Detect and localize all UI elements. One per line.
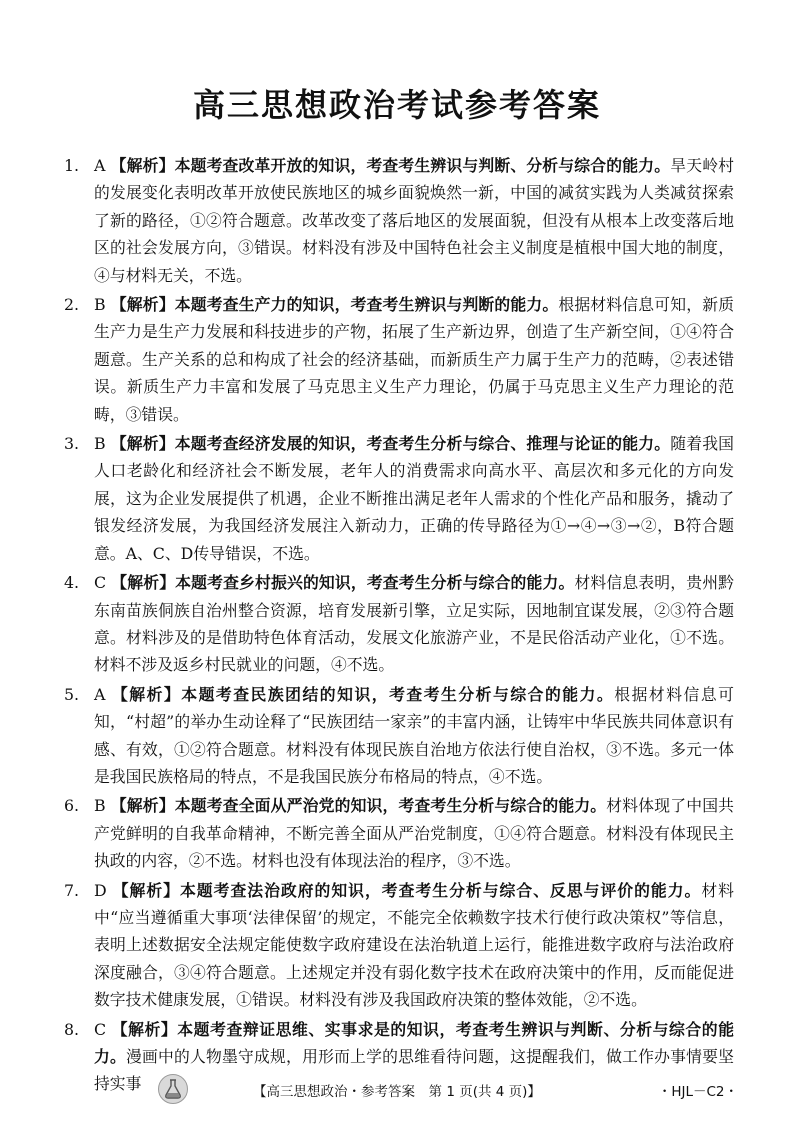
item-number: 4. <box>64 573 80 593</box>
item-answer: C <box>94 1019 107 1039</box>
page-title: 高三思想政治考试参考答案 <box>192 86 601 124</box>
item-number: 3. <box>64 434 80 454</box>
item-analysis-head: 【解析】本题考查全面从严治党的知识，考查考生分析与综合的能力。 <box>110 796 607 816</box>
answer-item-5 <box>64 681 734 791</box>
answer-item-1 <box>64 152 734 289</box>
item-analysis-body: 根据材料信息可知，新质生产力是生产力发展和科技进步的产物，拓展了生产新边界，创造了生产新空间，①④符合题意。生产关系的总和构成了社会的经济基础，而新质生产力属于生产力的范畴，②表述错误。新质生产力丰富和发展了马克思主义生产力理论，仍属于马克思主义生产力理论的范畴，③错误。 <box>94 295 734 424</box>
item-number: 1. <box>64 156 80 175</box>
item-number: 5. <box>64 684 80 704</box>
item-analysis-body: 根据材料信息可知，“村超”的举办生动诠释了“民族团结一家亲”的丰富内涵，让铸牢中华民族共同体意识有感、有效，①②符合题意。材料没有体现民族自治地方依法行使自治权，③不选。多元一体是我国民族格局的特点，不是我国民族分布格局的特点，④不选。 <box>94 684 734 786</box>
answer-item-3 <box>64 430 734 567</box>
footer-code: ・HJL－C2・ <box>657 1084 738 1100</box>
item-analysis-body: 材料中“应当遵循重大事项‘法律保留’的规定，不能完全依赖数字技术行使行政决策权”等信息，表明上述数据安全法规定能使数字政府建设在法治轨道上运行，能推进数字政府与法治政府深度融合，③④符合题意。上述规定并没有弱化数字技术在政府决策中的作用，反而能促进数字技术健康发展，①错误。材料没有涉及我国政府决策的整体效能，②不选。 <box>94 880 734 1010</box>
item-analysis-head: 【解析】本题考查经济发展的知识，考查考生分析与综合、推理与论证的能力。 <box>110 434 671 454</box>
answer-item-4 <box>64 569 734 679</box>
item-answer: B <box>94 295 106 315</box>
item-analysis-head: 【解析】本题考查改革开放的知识，考查考生辨识与判断、分析与综合的能力。 <box>110 156 671 175</box>
item-answer: C <box>94 573 107 593</box>
item-number: 8. <box>64 1019 80 1039</box>
item-analysis-head: 【解析】本题考查法治政府的知识，考查考生分析与综合、反思与评价的能力。 <box>112 880 702 900</box>
item-analysis-head: 【解析】本题考查生产力的知识，考查考生辨识与判断的能力。 <box>110 295 559 315</box>
item-analysis-body: 漫画中的人物墨守成规，用形而上学的思维看待问题，这提醒我们，做工作办事情要坚持实事 <box>94 1047 734 1094</box>
item-answer: B <box>94 796 106 816</box>
item-analysis-head: 【解析】本题考查辩证思维、实事求是的知识，考查考生辨识与判断、分析与综合的能力。 <box>94 1019 734 1066</box>
item-answer: D <box>94 880 107 900</box>
item-analysis-body: 材料信息表明，贵州黔东南苗族侗族自治州整合资源，培育发展新引擎，立足实际，因地制宜谋发展，②③符合题意。材料涉及的是借助特色体育活动，发展文化旅游产业，不是民俗活动产业化，①不选。材料不涉及返乡村民就业的问题，④不选。 <box>94 573 734 675</box>
item-answer: A <box>94 156 106 175</box>
item-analysis-body: 材料体现了中国共产党鲜明的自我革命精神，不断完善全面从严治党制度，①④符合题意。材料没有体现民主执政的内容，②不选。材料也没有体现法治的程序，③不选。 <box>94 796 734 871</box>
item-number: 6. <box>64 796 80 816</box>
answer-item-6 <box>64 792 734 874</box>
item-analysis-head: 【解析】本题考查乡村振兴的知识，考查考生分析与综合的能力。 <box>111 573 575 593</box>
answer-item-7 <box>64 877 734 1014</box>
footer-page-info: 【高三思想政治・参考答案 第 1 页(共 4 页)】 <box>253 1084 541 1100</box>
item-answer: A <box>94 684 106 704</box>
item-analysis-head: 【解析】本题考查民族团结的知识，考查考生分析与综合的能力。 <box>111 684 615 704</box>
answer-item-2 <box>64 291 734 428</box>
item-number: 2. <box>64 295 80 315</box>
item-number: 7. <box>64 880 80 900</box>
item-analysis-body: 随着我国人口老龄化和经济社会不断发展，老年人的消费需求向高水平、高层次和多元化的方向发展，这为企业发展提供了机遇，企业不断推出满足老年人需求的个性化产品和服务，撬动了银发经济发展，为我国经济发展注入新动力，正确的传导路径为①→④→③→②，B符合题意。A、C、D传导错误，不选。 <box>94 434 734 563</box>
page-footer <box>0 1074 794 1106</box>
item-analysis-body: 旱天岭村的发展变化表明改革开放使民族地区的城乡面貌焕然一新，中国的减贫实践为人类减贫探索了新的路径，①②符合题意。改革改变了落后地区的发展面貌，但没有从根本上改变落后地区的社会发展方向，③错误。材料没有涉及中国特色社会主义制度是植根中国大地的制度，④与材料无关，不选。 <box>94 156 734 285</box>
item-answer: B <box>94 434 106 454</box>
